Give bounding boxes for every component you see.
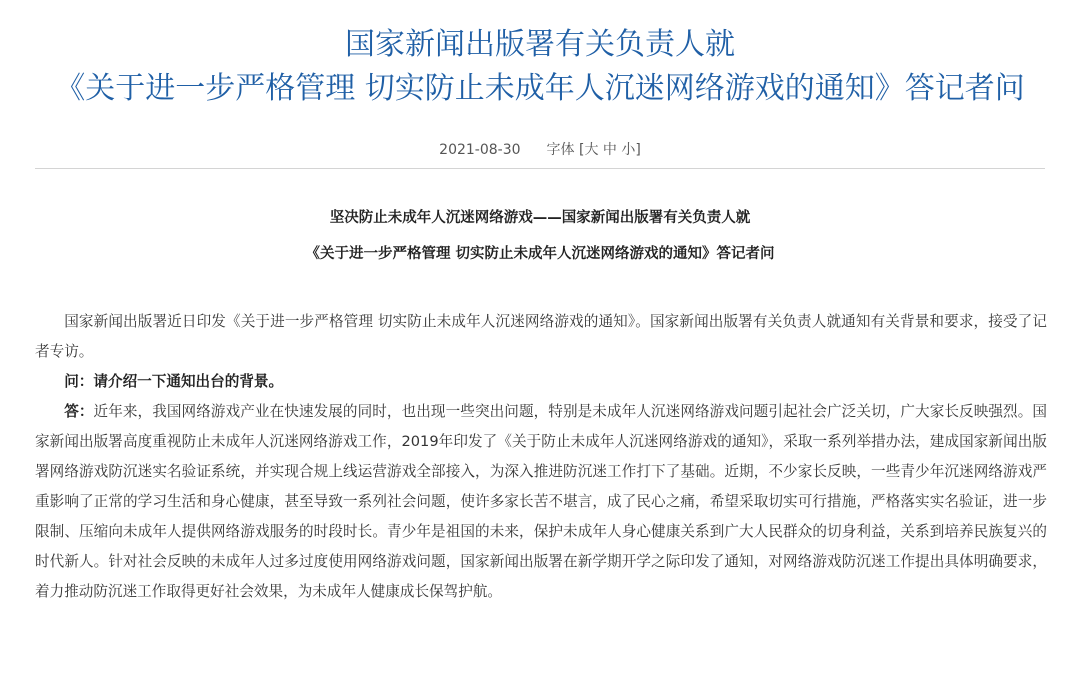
font-size-label: 字体 [546, 142, 575, 158]
font-size-small-button[interactable]: 小 [621, 142, 636, 158]
article-meta [0, 140, 1080, 160]
page-title-line1: 国家新闻出版署有关负责人就 [345, 27, 735, 62]
font-size-medium-button[interactable]: 中 [602, 142, 617, 158]
article-subtitle-line2: 《关于进一步严格管理 切实防止未成年人沉迷网络游戏的通知》答记者问 [305, 246, 775, 262]
page-title-line2: 《关于进一步严格管理 切实防止未成年人沉迷网络游戏的通知》答记者问 [55, 71, 1025, 106]
header-divider [35, 168, 1045, 169]
publish-date: 2021-08-30 [439, 142, 521, 158]
answer-label: 答： [64, 403, 94, 420]
question-paragraph: 问：请介绍一下通知出台的背景。 [64, 373, 284, 390]
answer-text: 近年来，我国网络游戏产业在快速发展的同时，也出现一些突出问题，特别是未成年人沉迷网络游戏问题引起社会广泛关切，广大家长反映强烈。国家新闻出版署高度重视防止未成年人沉迷网络游戏工作，2019年印发了《关于防止未成年人沉迷网络游戏的通知》，采取一系列举措办法，建成国家新闻出版署网络游戏防沉迷实名验证系统，并实现合规上线运营游戏全部接入，为深入推进防沉迷工作打下了基础。近期，不少家长反映，一些青少年沉迷网络游戏严重影响了正常的学习生活和身心健康，甚至导致一系列社会问题，使许多家长苦不堪言，成了民心之痛，希望采取切实可行措施，严格落实实名验证，进一步限制、压缩向未成年人提供网络游戏服务的时段时长。青少年是祖国的未来，保护未成年人身心健康关系到广大人民群众的切身利益，关系到培养民族复兴的时代新人。针对社会反映的未成年人过多过度使用网络游戏问题，国家新闻出版署在新学期开学之际印发了通知，对网络游戏防沉迷工作提出具体明确要求，着力推动防沉迷工作取得更好社会效果，为未成年人健康成长保驾护航。 [35, 403, 1047, 600]
font-size-large-button[interactable]: 大 [584, 142, 599, 158]
font-size-bracket-close: ] [635, 142, 641, 158]
intro-paragraph: 国家新闻出版署近日印发《关于进一步严格管理 切实防止未成年人沉迷网络游戏的通知》。国家新闻出版署有关负责人就通知有关背景和要求，接受了记者专访。 [35, 313, 1047, 360]
article-body [35, 307, 1047, 607]
font-size-bracket-open: [ [578, 142, 585, 158]
article-subtitle-line1: 坚决防止未成年人沉迷网络游戏——国家新闻出版署有关负责人就 [329, 210, 751, 226]
answer-paragraph [35, 397, 1047, 607]
